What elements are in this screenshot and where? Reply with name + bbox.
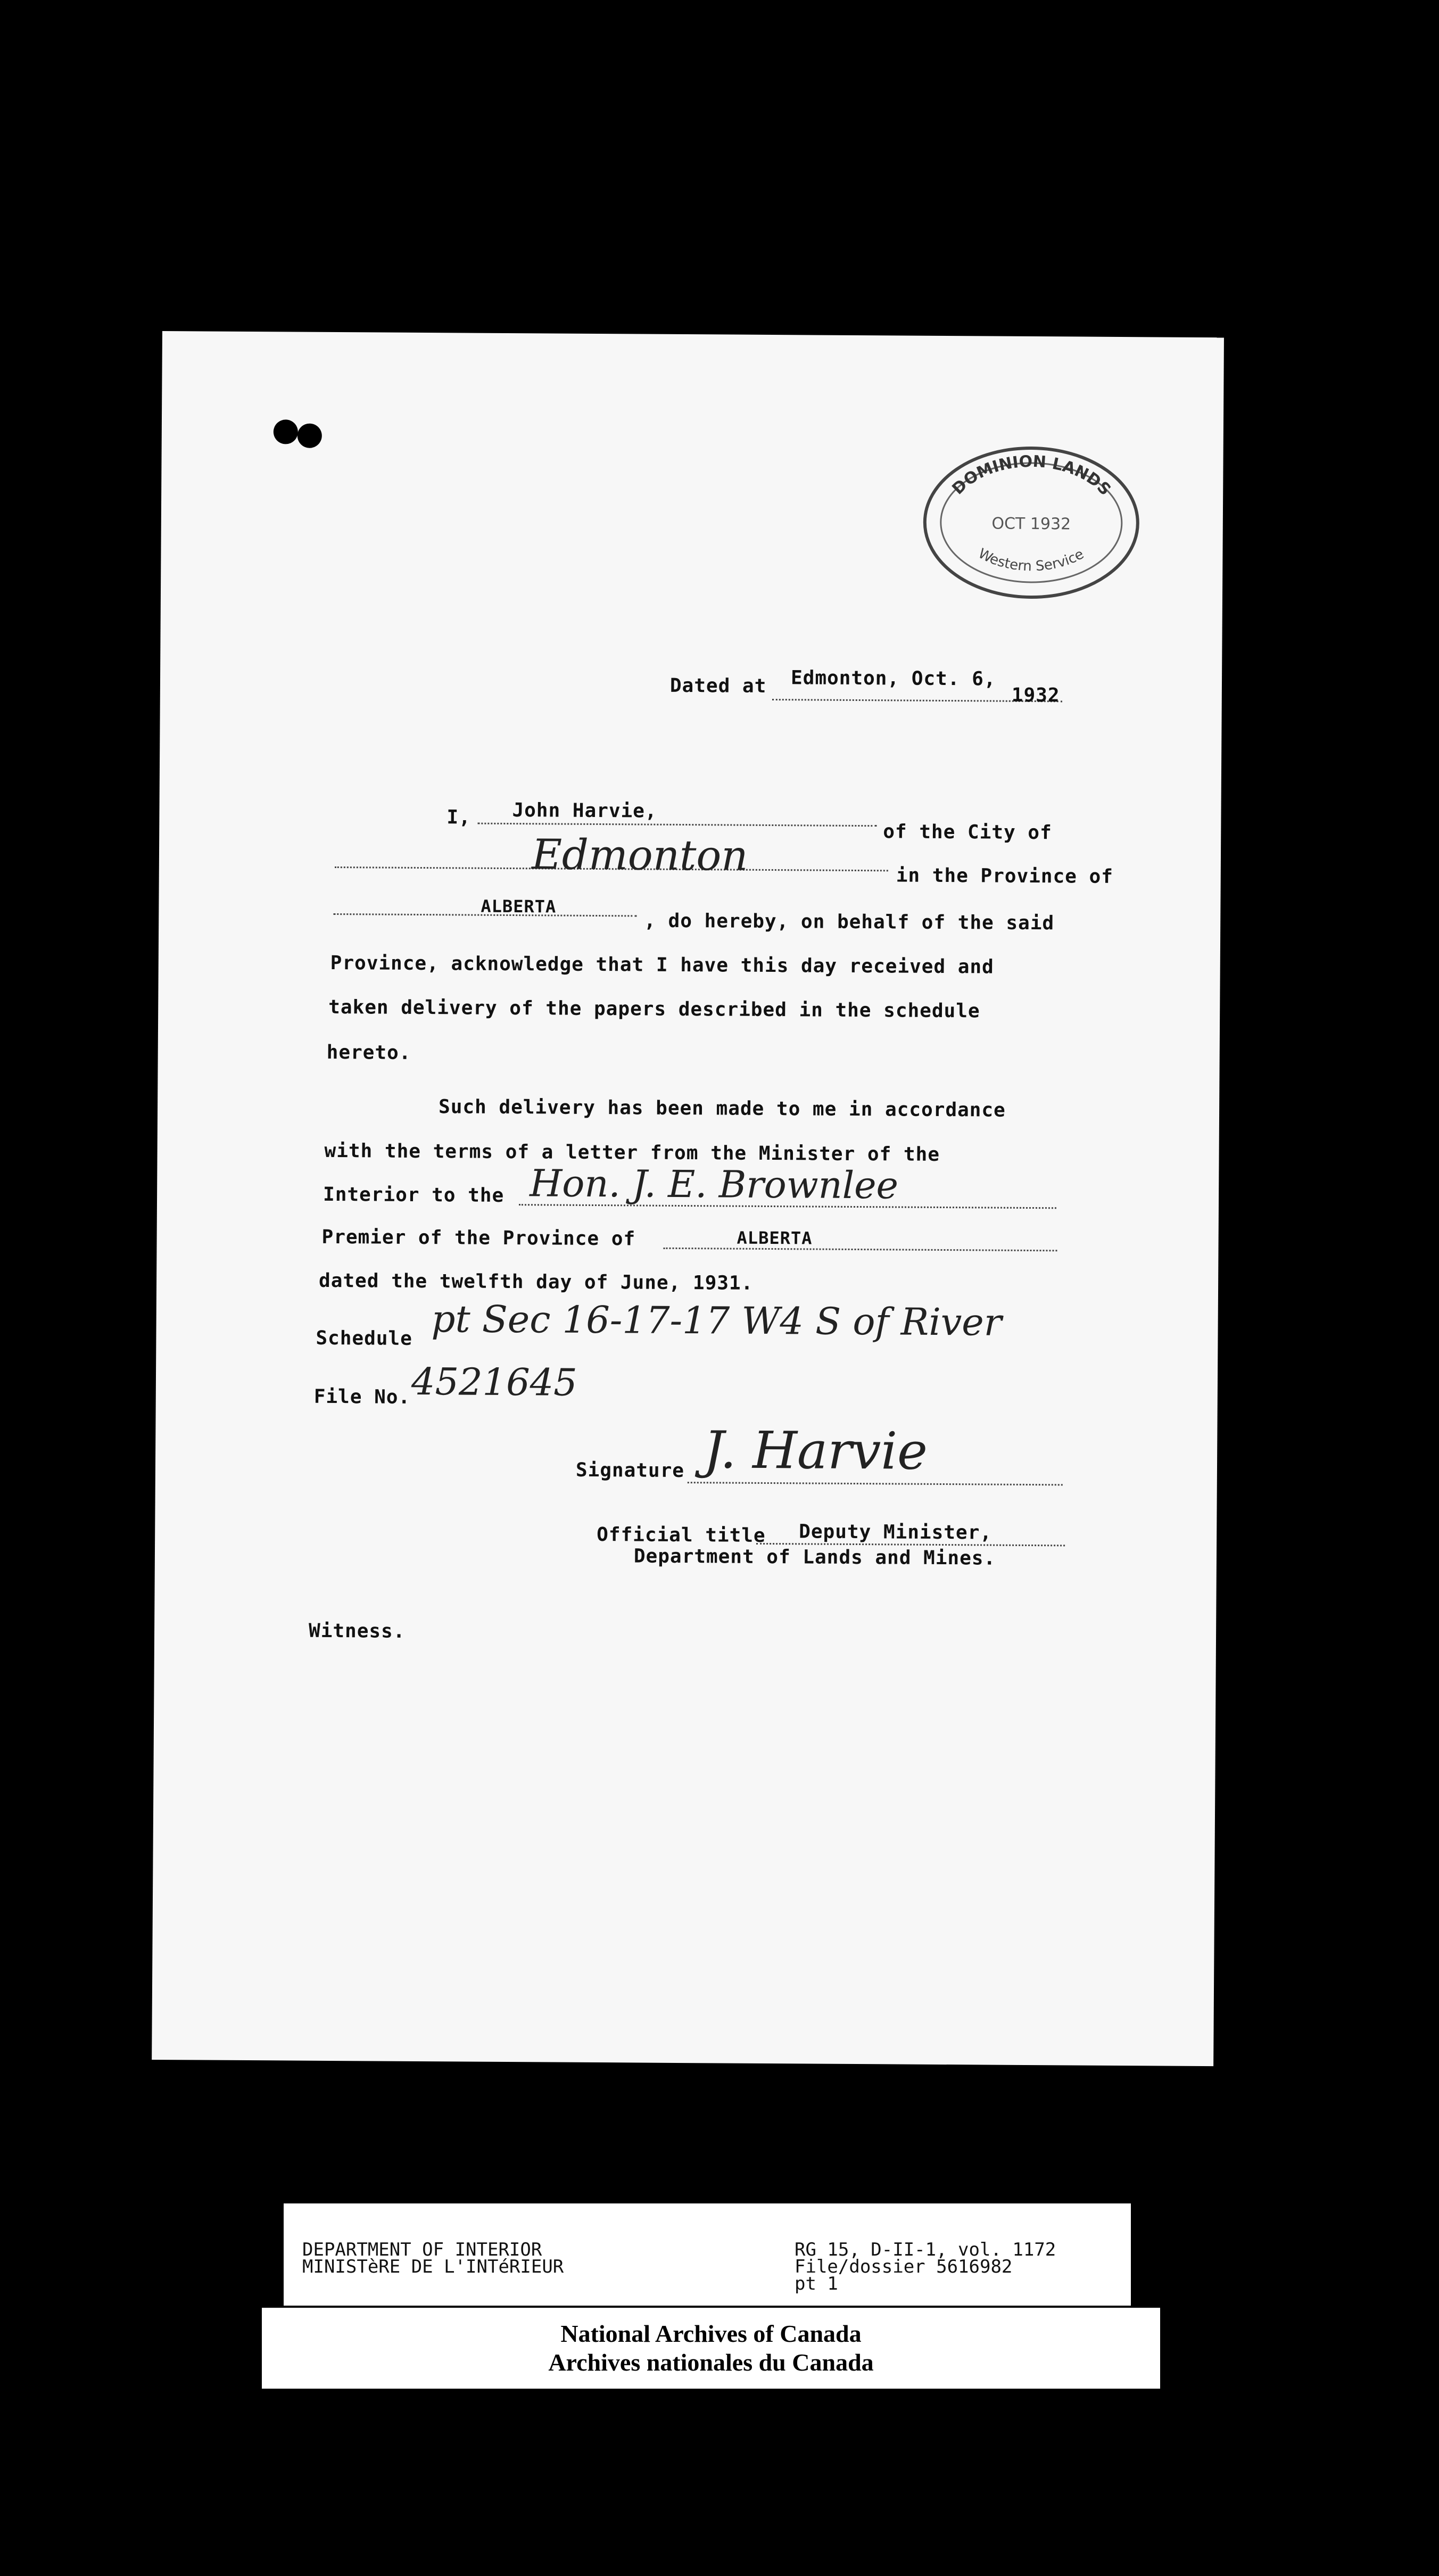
reference-line-1: RG 15, D-II-1, vol. 1172 [795, 2239, 1056, 2260]
recipient-handwritten: Hon. J. E. Brownlee [529, 1161, 899, 1208]
schedule-label: Schedule [316, 1327, 412, 1350]
svg-text:Western Service [975, 546, 1087, 575]
reference-line-3: pt 1 [795, 2273, 838, 2294]
official-title-line-1: Deputy Minister, [799, 1521, 993, 1544]
schedule-handwritten: pt Sec 16-17-17 W4 S of River [431, 1297, 1002, 1344]
archive-reference-label [284, 2203, 1131, 2306]
stamp-bottom-text: Western Service [975, 546, 1087, 575]
archives-en: National Archives of Canada [560, 2320, 862, 2347]
paragraph-line-6: hereto. [326, 1041, 411, 1064]
department-fr: MINISTèRE DE L'INTéRIEUR [302, 2256, 564, 2277]
dated-at-value: Edmonton, Oct. 6, [790, 667, 996, 690]
of-city-text: of the City of [883, 821, 1052, 844]
national-archives-label [262, 2308, 1160, 2389]
stamp-date-text: OCT 1932 [991, 514, 1071, 534]
paragraph-line-5: taken delivery of the papers described in the schedule [328, 996, 980, 1022]
premier-label: Premier of the Province of [321, 1226, 636, 1250]
dominion-lands-stamp [919, 442, 1144, 604]
archives-fr: Archives nationales du Canada [548, 2349, 874, 2376]
premier-line [663, 1248, 1057, 1252]
reference-line-2: File/dossier 5616982 [795, 2256, 1013, 2277]
witness-label: Witness. [308, 1620, 406, 1642]
punch-hole [274, 419, 298, 444]
official-title-line-2: Department of Lands and Mines. [633, 1545, 996, 1570]
official-title-label: Official title [597, 1524, 766, 1547]
dated-year: 1932 [1011, 684, 1060, 707]
dated-line: dated the twelfth day of June, 1931. [318, 1269, 754, 1294]
department-en: DEPARTMENT OF INTERIOR [302, 2239, 542, 2260]
file-number-label: File No. [313, 1385, 411, 1408]
i-label: I, [446, 806, 471, 829]
file-number-handwritten: 4521645 [411, 1359, 577, 1405]
paragraph2-line-1: Such delivery has been made to me in accordance [438, 1096, 1006, 1121]
name-value: John Harvie, [512, 799, 657, 822]
city-handwritten: Edmonton [531, 831, 748, 880]
signature-label: Signature [575, 1459, 685, 1482]
interior-to-text: Interior to the [322, 1183, 505, 1207]
in-province-text: in the Province of [896, 864, 1114, 888]
dated-at-label: Dated at [669, 674, 767, 697]
name-line [477, 823, 876, 827]
signature-line [688, 1482, 1063, 1485]
signature-handwritten: J. Harvie [703, 1420, 928, 1481]
province-1: ALBERTA [481, 896, 557, 917]
paragraph2-line-2: with the terms of a letter from the Minister of the [324, 1140, 940, 1166]
stamp-top-text: DOMINION LANDS [948, 452, 1115, 499]
paragraph-line-3: , do hereby, on behalf of the said [644, 910, 1055, 935]
punch-hole [297, 424, 322, 448]
document-page [152, 331, 1224, 2066]
province-2: ALBERTA [737, 1227, 813, 1249]
paragraph-line-4: Province, acknowledge that I have this day received and [330, 952, 994, 978]
